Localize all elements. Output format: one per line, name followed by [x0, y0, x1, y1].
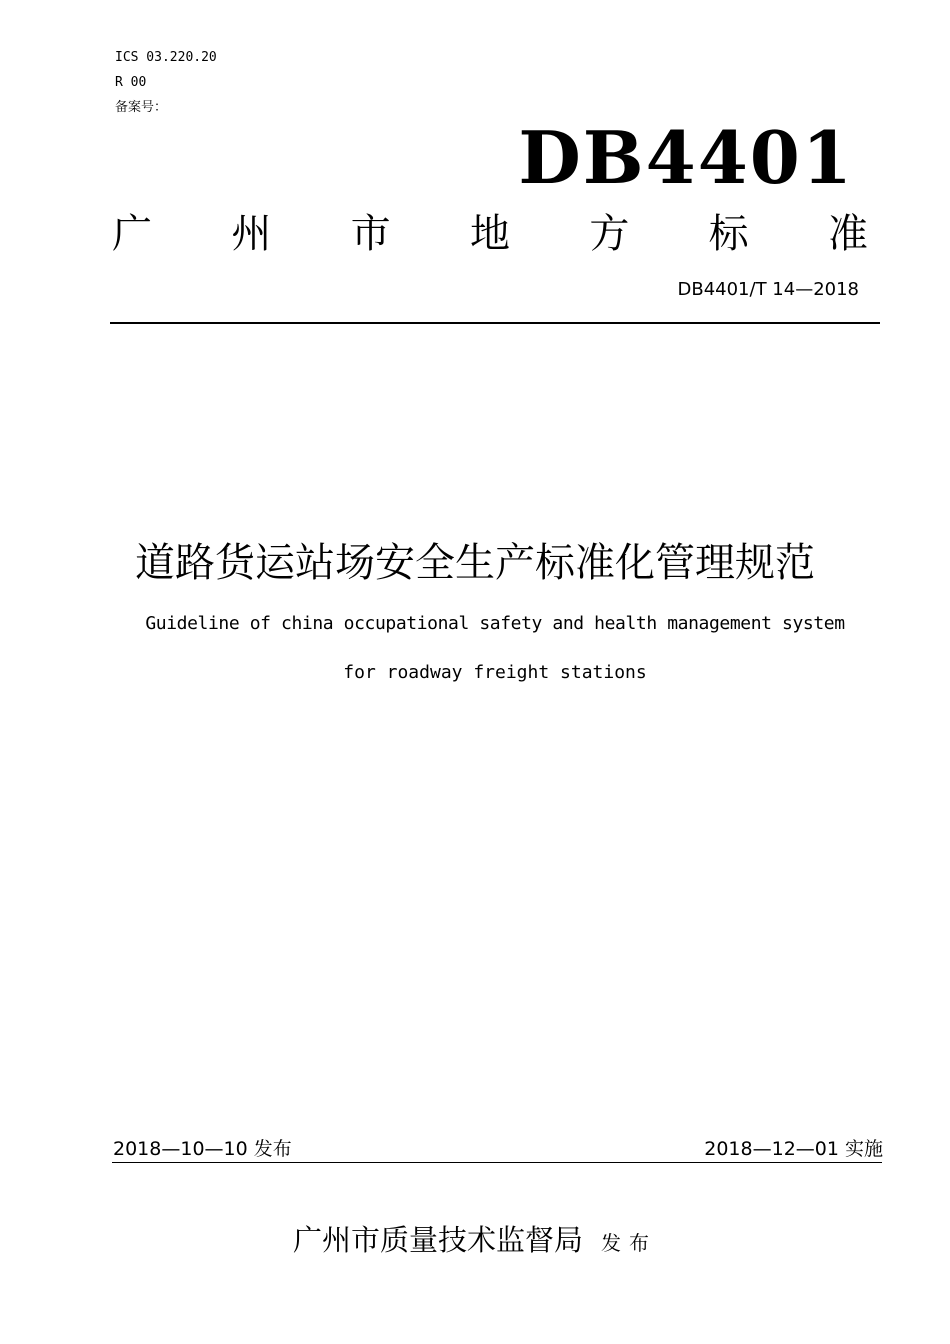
publisher-line — [0, 1220, 950, 1263]
standard-type-char: 方 — [589, 211, 630, 257]
publish-label: 发布 — [601, 1231, 657, 1255]
standard-code-large: DB4401 — [518, 115, 854, 200]
ics-code: ICS 03.220.20 — [115, 50, 217, 65]
standard-type-char: 标 — [708, 211, 749, 257]
standard-type-char: 广 — [112, 211, 152, 257]
issue-date: 2018—10—10 发布 — [113, 1138, 292, 1160]
standard-number: DB4401/T 14—2018 — [677, 279, 859, 300]
standard-type-char: 市 — [350, 211, 391, 257]
filing-number-label: 备案号： — [115, 100, 168, 115]
dates-divider — [112, 1162, 882, 1163]
document-title-english-line2: for roadway freight stations — [343, 662, 647, 683]
classification-code: R 00 — [115, 75, 147, 90]
standard-type-heading — [112, 208, 868, 260]
standard-type-char: 州 — [231, 211, 272, 257]
header-divider — [110, 322, 880, 324]
standard-type-char: 准 — [827, 211, 868, 257]
implementation-date: 2018—12—01 实施 — [704, 1138, 883, 1160]
standard-type-char: 地 — [469, 211, 510, 257]
publisher-name: 广州市质量技术监督局 — [292, 1223, 583, 1257]
document-title-chinese: 道路货运站场安全生产标准化管理规范 — [135, 540, 815, 586]
document-title-english-line1: Guideline of china occupational safety and health management system — [145, 613, 845, 634]
